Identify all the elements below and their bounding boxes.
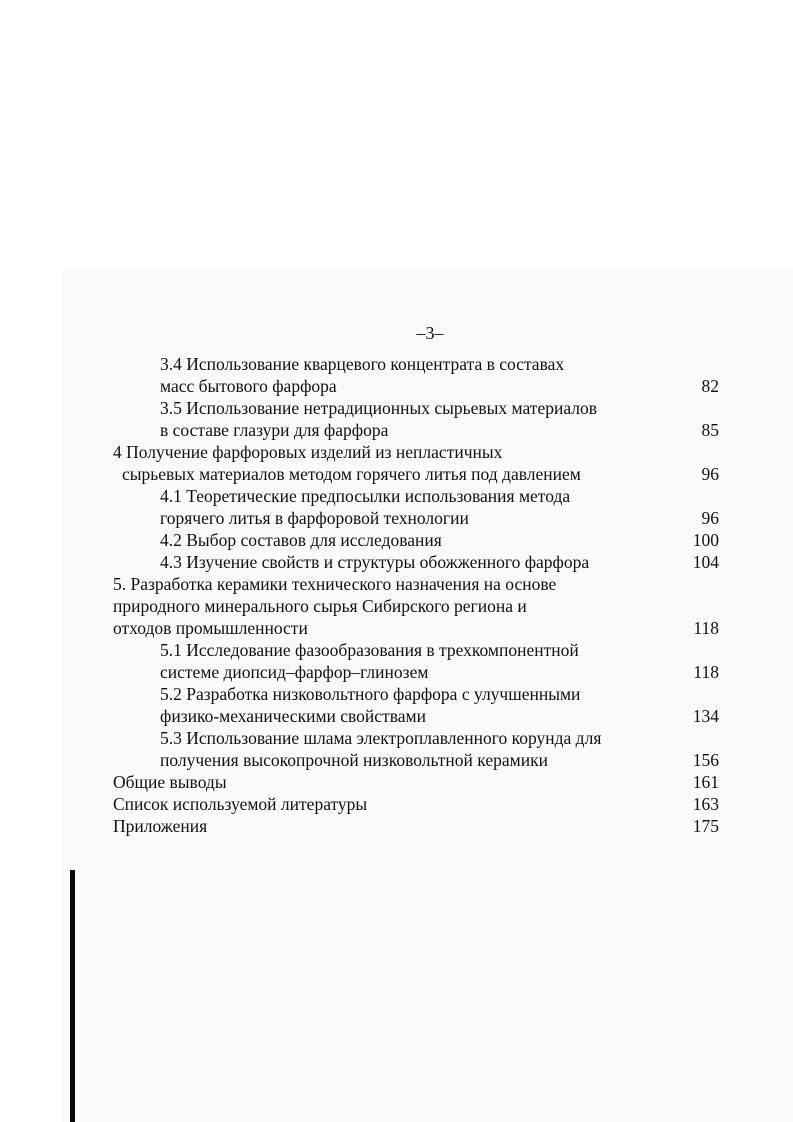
toc-line <box>113 551 723 573</box>
toc-line <box>113 727 723 749</box>
toc-line <box>113 683 723 705</box>
toc-line <box>113 705 723 727</box>
toc-line-text: отходов промышленности <box>113 618 308 638</box>
toc-page-number: 82 <box>701 376 719 396</box>
toc-line <box>113 353 723 375</box>
scan-edge-shadow <box>70 870 75 1122</box>
toc-line-text: масс бытового фарфора <box>160 376 337 396</box>
toc-page-number: 85 <box>701 420 719 440</box>
toc-page-number: 118 <box>693 662 719 682</box>
toc-page-number: 100 <box>692 530 719 550</box>
toc-page-number: 96 <box>701 464 719 484</box>
toc-line-text: 5. Разработка керамики технического назначения на основе <box>113 574 557 594</box>
toc-line <box>113 419 723 441</box>
toc-line <box>113 749 723 771</box>
toc-line <box>113 375 723 397</box>
toc-line-text: 5.1 Исследование фазообразования в трехкомпонентной <box>160 640 579 660</box>
toc-line-text: Список используемой литературы <box>113 794 368 814</box>
toc-page-number: 156 <box>692 750 719 770</box>
page-number: –3– <box>416 323 444 343</box>
toc-line-text: Приложения <box>113 816 208 836</box>
toc-line <box>113 397 723 419</box>
toc-line-text: системе диопсид–фарфор–глинозем <box>160 662 429 682</box>
toc-line-text: в составе глазури для фарфора <box>160 420 389 440</box>
toc-line <box>113 793 723 815</box>
toc-line-text: горячего литья в фарфоровой технологии <box>160 508 469 528</box>
toc-line-text: 3.5 Использование нетрадиционных сырьевых материалов <box>160 398 597 418</box>
toc-page-number: 175 <box>692 816 719 836</box>
toc-line <box>113 441 723 463</box>
toc-line <box>113 573 723 595</box>
toc-line <box>113 661 723 683</box>
toc-line-text: 5.3 Использование шлама электроплавленного корунда для <box>160 728 602 748</box>
toc-line-text: 5.2 Разработка низковольтного фарфора с улучшенными <box>160 684 581 704</box>
toc-page-number: 163 <box>692 794 719 814</box>
toc-line-text: природного минерального сырья Сибирского региона и <box>113 596 527 616</box>
toc-line-text: 4.2 Выбор составов для исследования <box>160 530 442 550</box>
toc-page-number: 134 <box>692 706 719 726</box>
toc-line <box>113 595 723 617</box>
toc-page-number: 96 <box>701 508 719 528</box>
toc-line <box>113 771 723 793</box>
toc-line-text: 4.1 Теоретические предпосылки использования метода <box>160 486 571 506</box>
toc-line <box>113 639 723 661</box>
toc-line-text: 3.4 Использование кварцевого концентрата в составах <box>160 354 565 374</box>
toc-page-number: 118 <box>693 618 719 638</box>
toc-line-text: Общие выводы <box>113 772 227 792</box>
toc-line <box>113 507 723 529</box>
toc-line-text: сырьевых материалов методом горячего литья под давлением <box>122 464 581 484</box>
toc-line-text: физико-механическими свойствами <box>160 706 426 726</box>
toc-page-number: 104 <box>692 552 719 572</box>
toc-line <box>113 485 723 507</box>
toc-line <box>113 463 723 485</box>
toc-line-text: получения высокопрочной низковольтной керамики <box>160 750 548 770</box>
toc-line <box>113 815 723 837</box>
toc-line <box>113 617 723 639</box>
toc-line-text: 4 Получение фарфоровых изделий из непластичных <box>113 442 503 462</box>
toc-line-text: 4.3 Изучение свойств и структуры обожженного фарфора <box>160 552 590 572</box>
table-of-contents <box>113 353 723 837</box>
toc-line <box>113 529 723 551</box>
toc-page-number: 161 <box>692 772 719 792</box>
